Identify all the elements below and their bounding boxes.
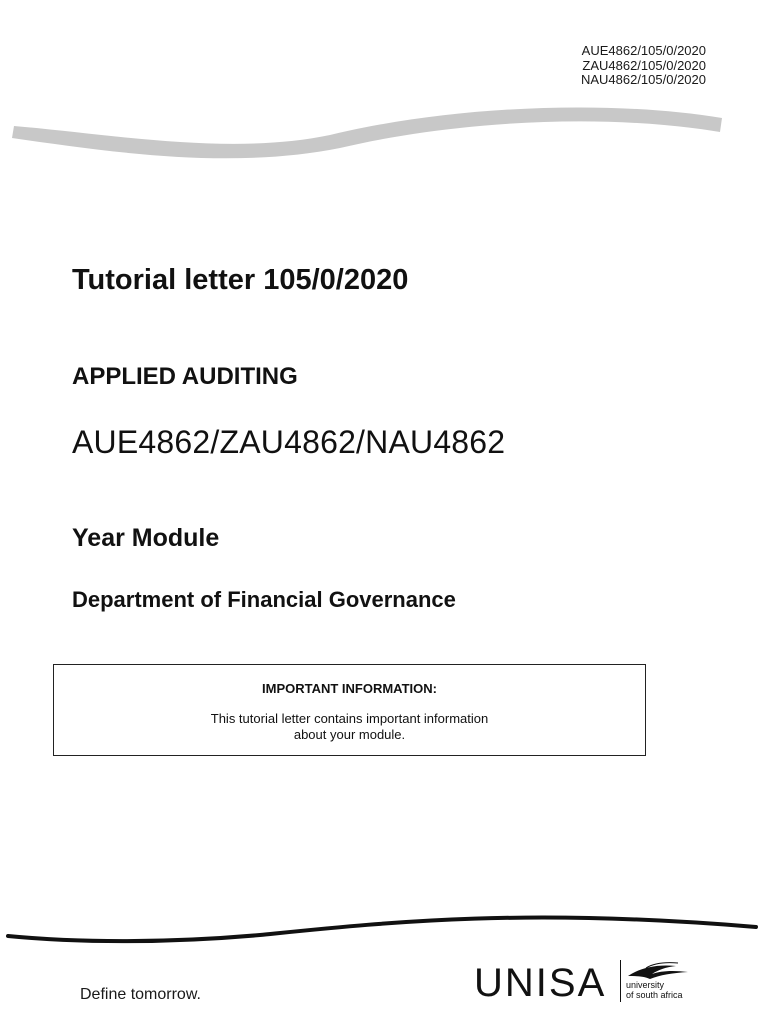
logo-divider bbox=[620, 960, 621, 1002]
bird-emblem-icon bbox=[626, 960, 692, 980]
module-codes: AUE4862/ZAU4862/NAU4862 bbox=[72, 424, 506, 460]
module-type: Year Module bbox=[72, 524, 220, 552]
subject-name: APPLIED AUDITING bbox=[72, 363, 298, 390]
notice-line: This tutorial letter contains important information bbox=[210, 711, 489, 726]
logo-subtitle bbox=[626, 980, 683, 1000]
important-information-heading: IMPORTANT INFORMATION: bbox=[262, 681, 437, 696]
unisa-logo bbox=[474, 958, 714, 1008]
letter-title: Tutorial letter 105/0/2020 bbox=[72, 264, 409, 296]
document-code: AUE4862/105/0/2020 bbox=[581, 43, 706, 58]
top-swoosh-decoration bbox=[0, 90, 768, 170]
bottom-swoosh-decoration bbox=[0, 905, 768, 955]
document-codes bbox=[581, 44, 706, 88]
logo-subtitle-line: university bbox=[626, 980, 665, 990]
document-code: ZAU4862/105/0/2020 bbox=[582, 57, 706, 73]
logo-subtitle-line: of south africa bbox=[626, 990, 683, 1000]
notice-line: about your module. bbox=[293, 727, 406, 742]
tagline: Define tomorrow. bbox=[80, 986, 201, 1003]
department-name: Department of Financial Governance bbox=[72, 587, 456, 612]
document-code: NAU4862/105/0/2020 bbox=[580, 72, 706, 87]
logo-wordmark: UNISA bbox=[474, 961, 607, 1005]
important-information-box bbox=[53, 664, 646, 756]
important-information-text bbox=[54, 711, 645, 743]
